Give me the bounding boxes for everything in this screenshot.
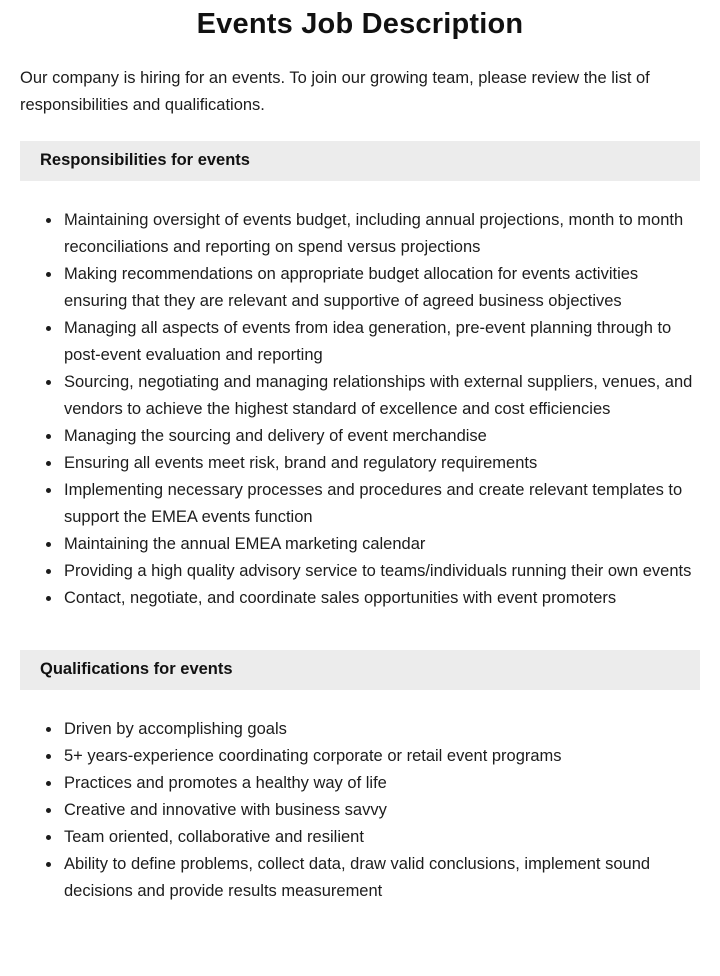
list-item: • Team oriented, collaborative and resilient (62, 824, 700, 851)
list-item: • Ensuring all events meet risk, brand and regulatory requirements (62, 450, 700, 477)
responsibilities-section-header: Responsibilities for events (20, 141, 700, 181)
qualifications-section-header: Qualifications for events (20, 650, 700, 690)
qualifications-list (20, 716, 700, 905)
responsibilities-list (20, 207, 700, 612)
list-item: • Driven by accomplishing goals (62, 716, 700, 743)
list-item: • Managing the sourcing and delivery of event merchandise (62, 423, 700, 450)
list-item: • Managing all aspects of events from idea generation, pre-event planning through to post-event evaluation and reporting (62, 315, 700, 369)
list-item: • Maintaining oversight of events budget, including annual projections, month to month reconciliations and reporting on spend versus projections (62, 207, 700, 261)
list-item: • Maintaining the annual EMEA marketing calendar (62, 531, 700, 558)
page-title: Events Job Description (196, 8, 524, 40)
list-item: • 5+ years-experience coordinating corporate or retail event programs (62, 743, 700, 770)
list-item: • Implementing necessary processes and procedures and create relevant templates to support the EMEA events function (62, 477, 700, 531)
list-item: • Creative and innovative with business savvy (62, 797, 700, 824)
section-spacer (0, 642, 720, 650)
list-item: • Practices and promotes a healthy way of life (62, 770, 700, 797)
list-item: • Sourcing, negotiating and managing relationships with external suppliers, venues, and vendors to achieve the highest standard of excellence and cost efficiencies (62, 369, 700, 423)
list-item: • Ability to define problems, collect data, draw valid conclusions, implement sound decisions and provide results measurement (62, 851, 700, 905)
intro-paragraph: Our company is hiring for an events. To join our growing team, please review the list of responsibilities and qualifications. (20, 69, 650, 114)
list-item: • Contact, negotiate, and coordinate sales opportunities with event promoters (62, 585, 700, 612)
list-item: • Making recommendations on appropriate budget allocation for events activities ensuring that they are relevant and supportive of agreed business objectives (62, 261, 700, 315)
list-item: • Providing a high quality advisory service to teams/individuals running their own events (62, 558, 700, 585)
